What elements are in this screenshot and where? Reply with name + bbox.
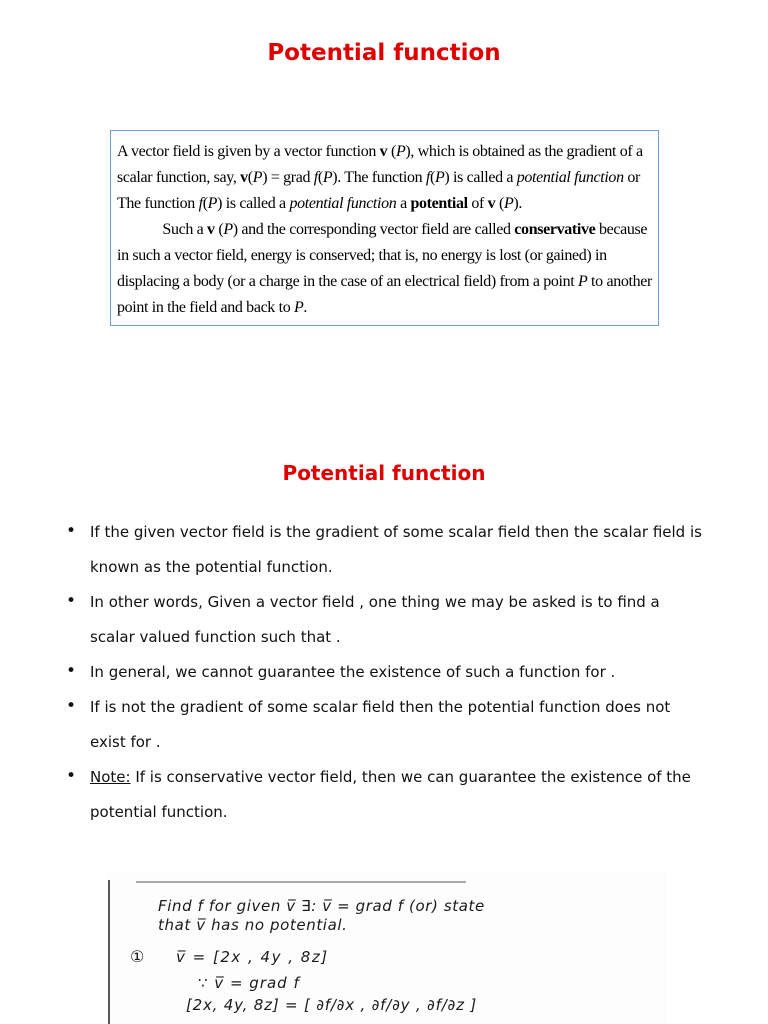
bullet-icon: •	[66, 661, 77, 681]
handwritten-line: v̅ = [2x , 4y , 8z]	[176, 948, 329, 966]
handwritten-notes-drawing	[106, 872, 666, 1024]
handwritten-line: ∵ v̅ = grad f	[198, 974, 300, 992]
definition-box	[110, 130, 659, 326]
bullet-item: • If the given vector field is the gradient of some scalar field then the scalar field is known as the potential function.	[66, 515, 706, 585]
bullet-list	[66, 515, 706, 830]
note-label: Note:	[90, 768, 131, 786]
bullet-icon: •	[66, 696, 77, 716]
section-title: Potential function	[282, 461, 486, 485]
item-number: ①	[130, 947, 145, 966]
definition-line: in such a vector field, energy is conserved; that is, no energy is lost (or gained) in	[117, 246, 607, 264]
definition-line: Such a v (P) and the corresponding vector field are called conservative because	[162, 220, 648, 238]
definition-line: The function f(P) is called a potential function a potential of v (P).	[117, 194, 523, 212]
bullet-item: • In general, we cannot guarantee the existence of such a function for .	[66, 655, 706, 690]
bullet-icon: •	[66, 766, 77, 786]
bullet-icon: •	[66, 591, 77, 611]
handwritten-line: that v̅ has no potential.	[158, 916, 348, 934]
bullet-item: • In other words, Given a vector field , one thing we may be asked is to find a scalar valued function such that .	[66, 585, 706, 655]
bullet-item: • If is not the gradient of some scalar field then the potential function does not exist for .	[66, 690, 706, 760]
handwritten-line: Find f for given v̅ ∃: v̅ = grad f (or) state	[158, 897, 485, 915]
handwritten-notes	[106, 872, 666, 1024]
page-title: Potential function	[267, 40, 501, 66]
definition-line: point in the field and back to P.	[117, 298, 308, 316]
definition-line: A vector field is given by a vector function v (P), which is obtained as the gradient of a	[117, 142, 643, 160]
bullet-icon: •	[66, 521, 77, 541]
definition-line: displacing a body (or a charge in the case of an electrical field) from a point P to another	[117, 272, 652, 290]
definition-line: scalar function, say, v(P) = grad f(P). The function f(P) is called a potential function or	[117, 168, 641, 186]
handwritten-line: [2x, 4y, 8z] = [ ∂f/∂x , ∂f/∂y , ∂f/∂z ]	[186, 996, 477, 1014]
bullet-item: • Note: If is conservative vector field, then we can guarantee the existence of the potential function.	[66, 760, 706, 830]
